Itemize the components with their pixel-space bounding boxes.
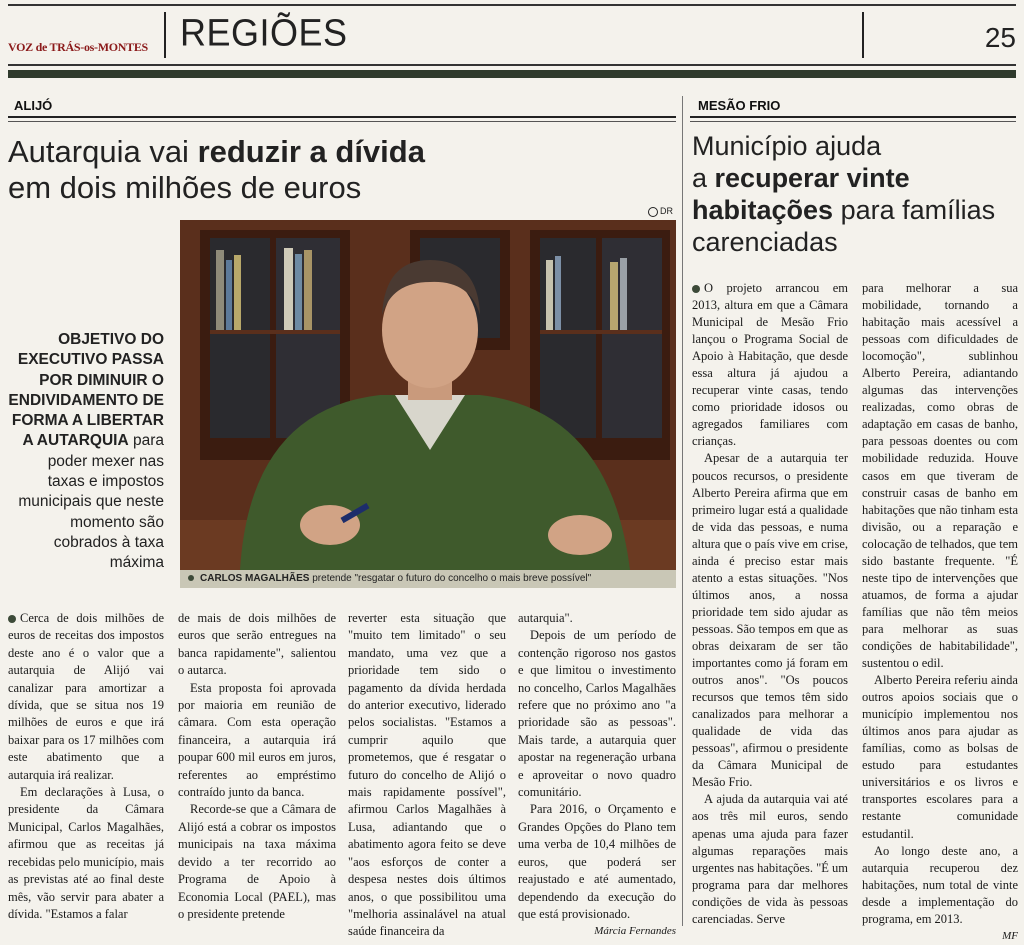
- headline-bold: recuperar vinte habitações: [692, 163, 910, 225]
- newspaper-logo: VOZ de TRÁS-os-MONTES: [8, 40, 148, 54]
- portrait-photo: [180, 220, 676, 570]
- headline-bold: reduzir a dívida: [197, 134, 425, 169]
- article-deck: [8, 330, 164, 574]
- left-headline: [8, 134, 668, 206]
- paragraph: Apesar de a autarquia ter poucos recursos, o presidente Alberto Pereira afirma que em primeiro lugar está a qualidade de vida das pessoas, e numa altura que o país vive em crise, ainda é preciso estar mais atento a estas situações. "Nos últimos anos, a nossa prioridade tem sido ajudar as pessoas. São tempos em que as obras deixaram de ser tão importantes como já foram em outros anos". "Os poucos recursos que temos têm sido canalizados para melhorar a qualidade de vida das pessoas", afirmou o presidente da Câmara Municipal de Mesão Frio.: [692, 451, 848, 790]
- paragraph: Recorde-se que a Câmara de Alijó está a cobrar os impostos municipais na taxa máxima devido a ter recorrido ao Programa de Apoio à Economia Local (PAEL), mas o presidente pretende: [178, 802, 336, 921]
- bullet-icon: [692, 285, 700, 293]
- left-col-4: [518, 610, 676, 941]
- paragraph: Alberto Pereira referiu ainda outros apoios sociais que o município implementou nos últimos anos para ajudar as famílias, como as bolsas de estudo para estudantes universitários e os livros e transportes escolares para a restante comunidade estudantil.: [862, 673, 1018, 841]
- right-col-1: [692, 280, 848, 928]
- paragraph: Para 2016, o Orçamento e Grandes Opções do Plano tem uma verba de 10,4 milhões de euros, que poderá ser reajustado e até aumentado, dependendo da execução do que está provisionado.: [518, 802, 676, 921]
- author-signature: MF: [1002, 929, 1018, 942]
- paragraph: Em declarações à Lusa, o presidente da Câmara Municipal, Carlos Magalhães, afirmou que as receitas já recebidas pelo município, mais as previstas até ao final deste mês, vão servir para abater a dívida. "Estamos a falar: [8, 785, 164, 921]
- top-rule: [8, 4, 1016, 6]
- deck-bold: OBJETIVO DO EXECUTIVO PASSA POR DIMINUIR O ENDIVIDAMENTO DE FORMA A LIBERTAR A AUTARQUIA: [8, 331, 164, 450]
- paragraph-text: O projeto arrancou em 2013, altura em que a Câmara Municipal de Mesão Frio lançou o Programa Social de Apoio à Habitação, que desde essa altura já ajudou a recuperar vinte casas, tendo como prioridade idosos ou agregados familiares com crianças.: [692, 281, 848, 449]
- header-divider: [164, 12, 166, 58]
- header-band: [8, 70, 1016, 78]
- paragraph-text: Cerca de dois milhões de euros de receitas dos impostos deste ano é o valor que a autarquia de Alijó vai canalizar para amortizar a dívida, que se situa nos 19 milhões de euros e que irá baixar para os 17 milhões com este abatimento que a autarquia irá realizar.: [8, 611, 164, 782]
- paragraph: [8, 610, 164, 784]
- author-signature: Márcia Fernandes: [594, 925, 676, 938]
- paragraph: de mais de dois milhões de euros que serão entregues na banca rapidamente", salientou o autarca.: [178, 611, 336, 678]
- right-kicker: MESÃO FRIO: [698, 98, 781, 113]
- headline-part: a: [692, 163, 715, 193]
- left-col-3: [348, 610, 506, 941]
- photo-illustration: [180, 220, 676, 570]
- caption-text: pretende "resgatar o futuro do concelho o mais breve possível": [312, 573, 592, 584]
- column-divider: [682, 96, 683, 926]
- photo-credit-text: DR: [660, 206, 673, 216]
- paragraph: reverter esta situação que "muito tem limitado" o seu mandato, uma vez que a prioridade tem sido o pagamento da dívida herdada do anterior executivo, liderado pelos socialistas. "Estamos a cumprir aquilo que prometemos, que é resgatar o futuro do concelho de Alijó o mais rapidamente possível", afirmou Carlos Magalhães à Lusa, adiantando que o abatimento agora feito se deve "aos esforços de conter a despesa nestes dois últimos anos, o que possibilitou uma "melhoria assinalável na atual saúde financeira da: [348, 611, 506, 939]
- paragraph: para melhorar a sua mobilidade, tornando a habitação mais acessível a pessoas com dificuldades de locomoção", sublinhou Alberto Pereira, adiantando algumas das intervenções realizadas, como obras de adaptação em casas de banho, para pessoas doentes ou com mobilidade reduzida. Houve casos em que tiveram de construir casas de banho em habitações que não tinham esta divisão, ou a reparação e colocação de telhados, que tem sido bastante frequente. "É neste tipo de intervenções que atuamos, de forma a ajudar famílias que não têm meios para melhorar as suas condições de habitabilidade", sustentou o edil.: [862, 281, 1018, 671]
- header-divider: [862, 12, 864, 58]
- headline-part: Município ajuda: [692, 131, 882, 161]
- headline-part: Autarquia vai: [8, 134, 198, 169]
- bullet-icon: [8, 615, 16, 623]
- paragraph: autarquia".: [518, 611, 573, 625]
- kicker-rule: [8, 116, 676, 118]
- paragraph: Esta proposta foi aprovada por maioria em reunião de câmara. Com esta operação financeira, a autarquia irá poupar 600 mil euros em juros, referentes ao empréstimo contraído junto da banca.: [178, 680, 336, 800]
- deck-text: para poder mexer nas taxas e impostos municipais que neste momento são cobrados à taxa máxima: [18, 432, 164, 572]
- paragraph: Ao longo deste ano, a autarquia recuperou dez habitações, num total de vinte desde a implementação do programa, em 2013.: [862, 843, 1018, 926]
- kicker-rule: [8, 121, 676, 122]
- left-col-2: [178, 610, 336, 923]
- caption-name: CARLOS MAGALHÃES: [200, 573, 310, 584]
- headline-part: em dois milhões de euros: [8, 170, 362, 205]
- left-kicker: ALIJÓ: [14, 98, 53, 113]
- photo-caption: [180, 570, 676, 588]
- header-rule: [8, 64, 1016, 66]
- left-col-1: [8, 610, 164, 923]
- paragraph: Depois de um período de contenção rigoroso nos gastos e que limitou o investimento no concelho, Carlos Magalhães refere que no próximo ano "a prioridade são as pessoas". Mais tarde, a autarquia quer apostar na regeneração urbana e aproveitar o novo quadro comunitário.: [518, 628, 676, 800]
- kicker-rule: [690, 121, 1016, 122]
- right-headline: [692, 130, 1018, 258]
- caption-bullet-icon: [188, 575, 194, 581]
- paragraph: A ajuda da autarquia vai até aos três mil euros, sendo apenas uma ajuda para fazer algumas reparações mais urgentes nas habitações. "É um programa para dar melhores condições de vida às pessoas carenciadas. Serve: [692, 792, 848, 926]
- page-number: 25: [984, 22, 1016, 53]
- headline-part: para famílias carenciadas: [692, 195, 996, 257]
- right-col-2: [862, 280, 1018, 945]
- paragraph: [692, 280, 848, 450]
- photo-credit: [648, 206, 673, 217]
- kicker-rule: [690, 116, 1016, 118]
- section-title: REGIÕES: [180, 10, 348, 54]
- copyright-icon: [648, 207, 658, 217]
